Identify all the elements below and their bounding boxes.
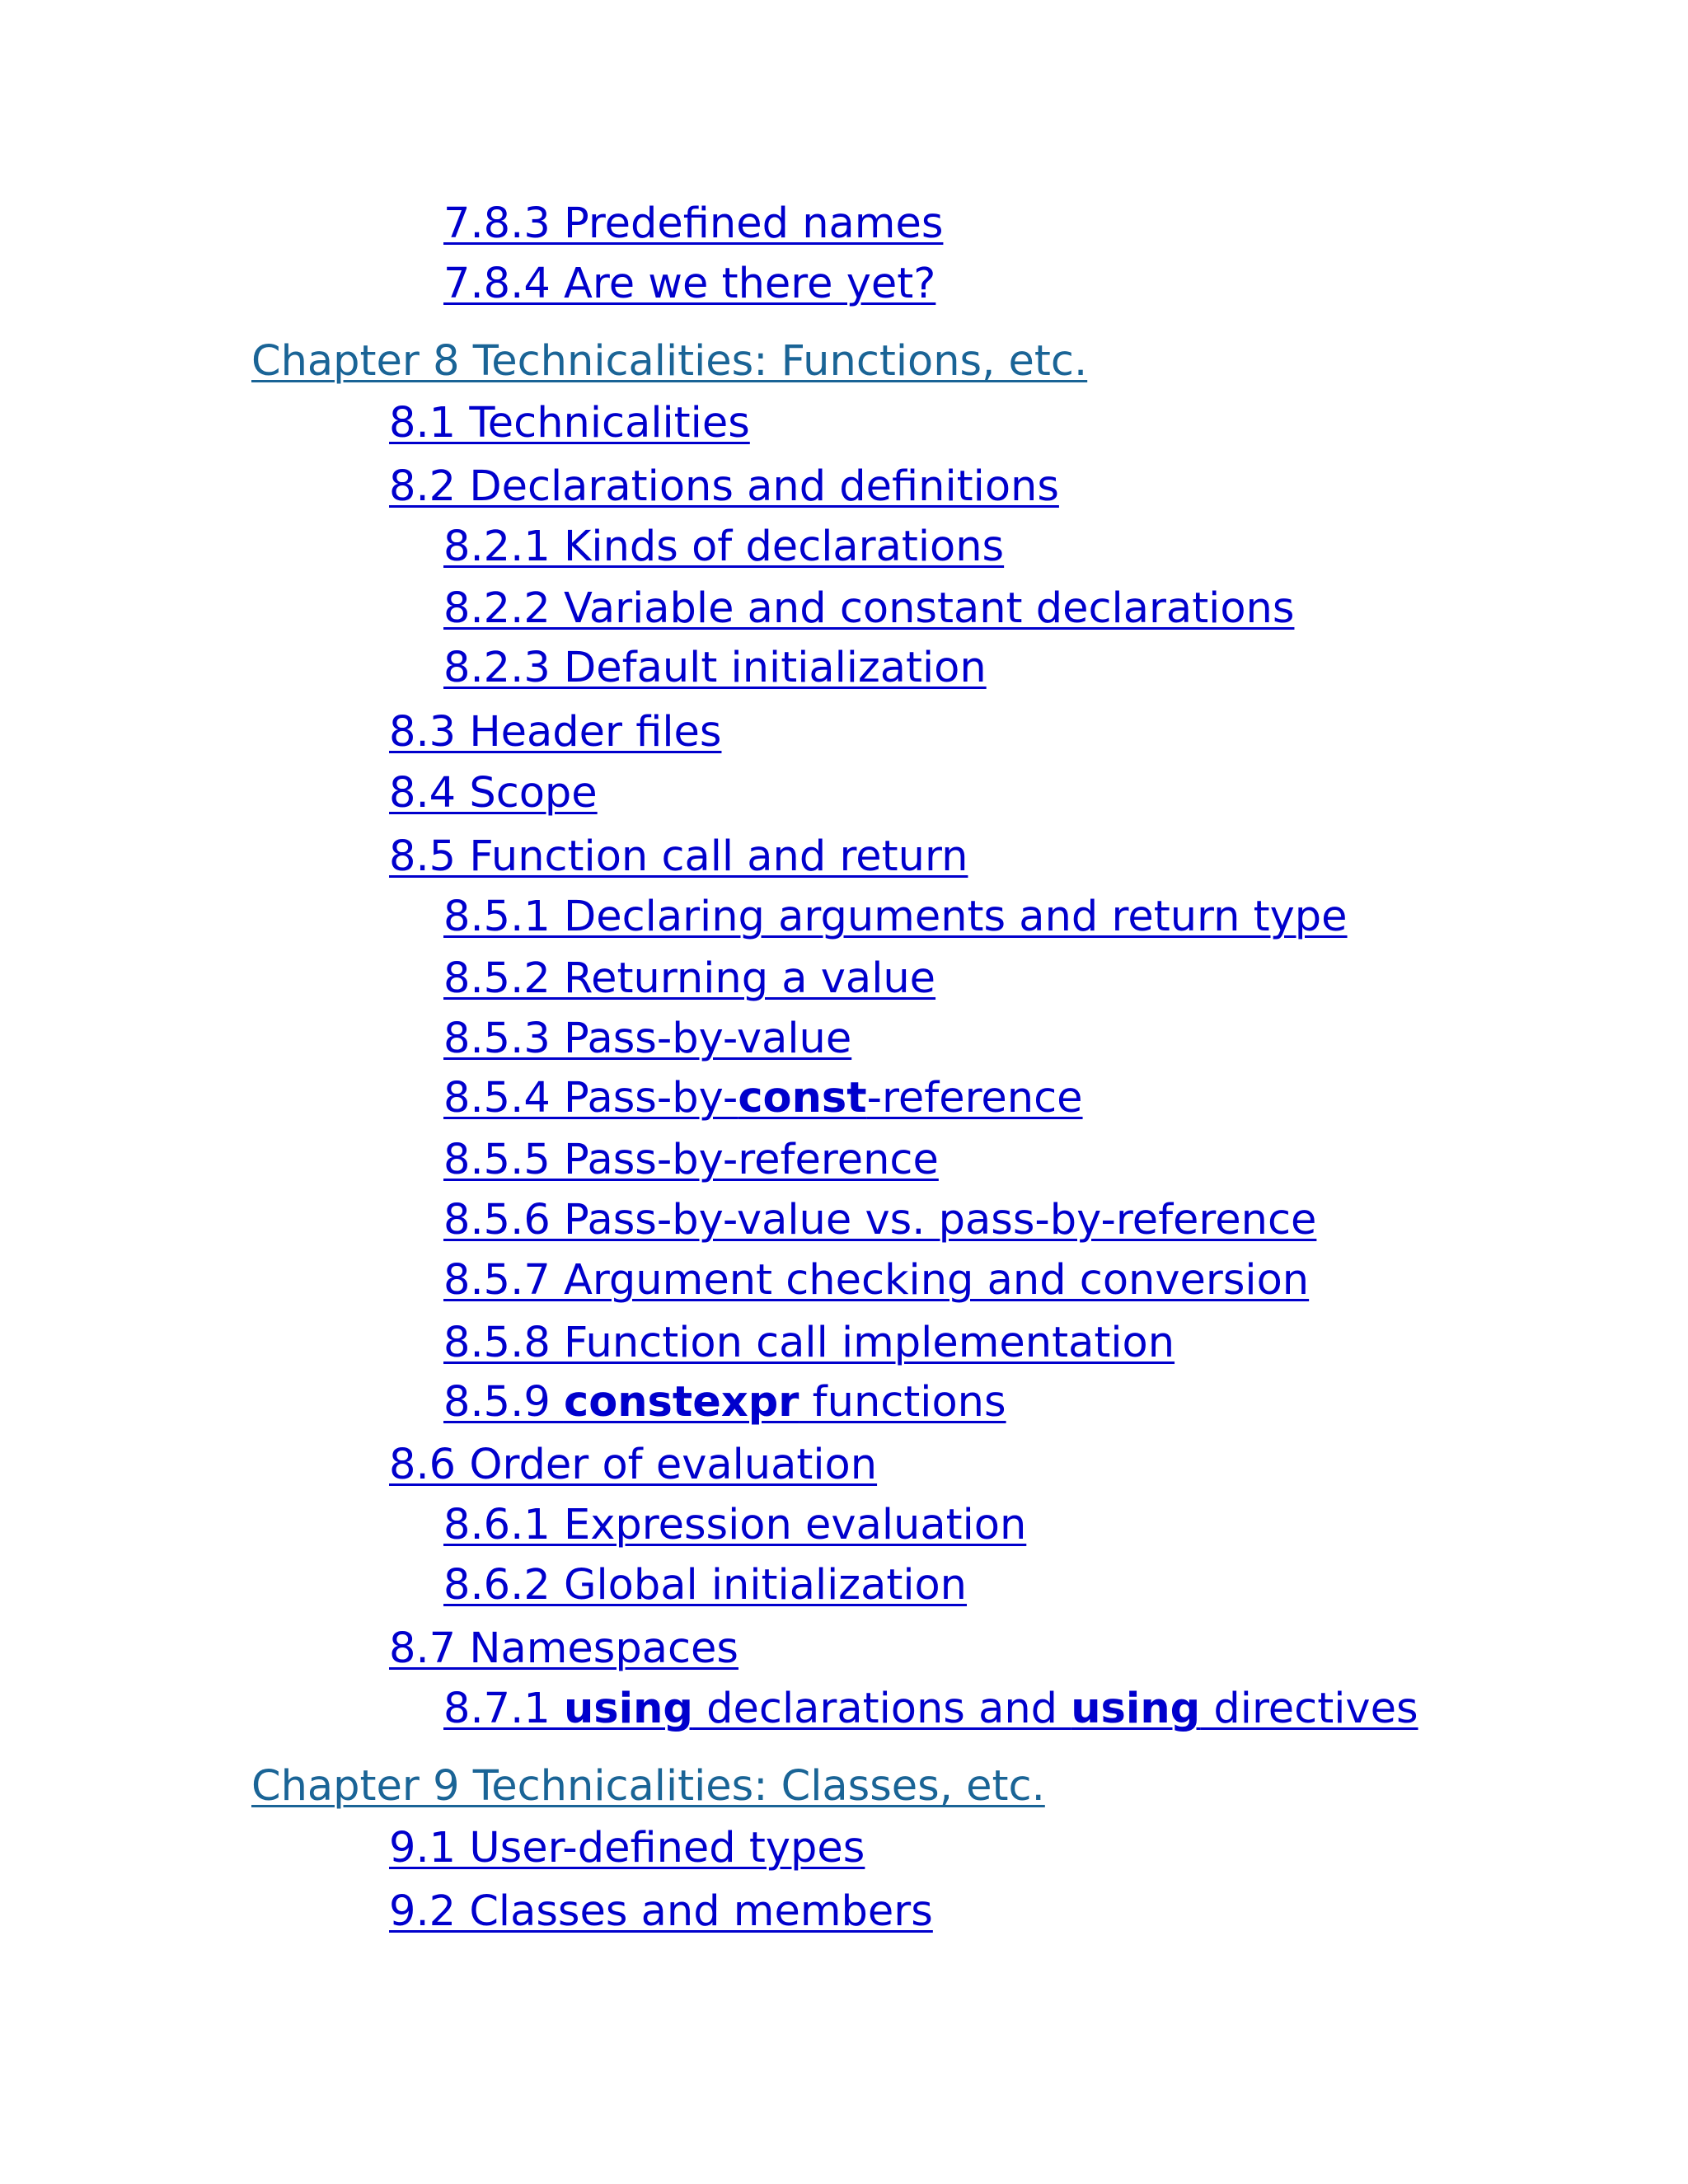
keyword-text: const	[738, 1074, 867, 1122]
entry-text: 8.1 Technicalities	[389, 399, 750, 448]
toc-section-link[interactable]	[389, 708, 721, 757]
entry-text: Chapter 8 Technicalities: Functions, etc.	[251, 337, 1088, 386]
toc-subsection-link[interactable]	[443, 260, 935, 309]
toc-chapter-link[interactable]	[251, 337, 1087, 387]
entry-text: -reference	[866, 1074, 1083, 1122]
toc-subsection-link[interactable]	[443, 1136, 939, 1185]
toc-section-link[interactable]	[389, 1824, 865, 1873]
toc-subsection-link[interactable]	[443, 954, 935, 1004]
toc-subsection-link[interactable]	[443, 1256, 1309, 1305]
toc-section-link[interactable]	[389, 399, 750, 448]
entry-text: 8.2 Declarations and definitions	[389, 462, 1059, 511]
entry-text: 8.2.1 Kinds of declarations	[443, 523, 1005, 571]
toc-subsection-link[interactable]	[443, 1074, 1083, 1123]
toc-subsection-link[interactable]	[443, 893, 1348, 942]
entry-text: 8.2.3 Default initialization	[443, 644, 987, 692]
entry-text: 8.5.4 Pass-by-	[443, 1074, 738, 1122]
toc-subsection-link[interactable]	[443, 1319, 1175, 1368]
entry-text: Chapter 9 Technicalities: Classes, etc.	[251, 1762, 1045, 1811]
entry-text: 8.6 Order of evaluation	[389, 1441, 878, 1489]
entry-text: functions	[799, 1378, 1006, 1427]
entry-text: 8.5.5 Pass-by-reference	[443, 1136, 939, 1184]
toc-section-link[interactable]	[389, 1441, 877, 1490]
toc-section-link[interactable]	[389, 769, 598, 818]
entry-text: 8.5.3 Pass-by-value	[443, 1015, 852, 1063]
entry-text: 7.8.3 Predefined names	[443, 199, 944, 248]
toc-chapter-link[interactable]	[251, 1762, 1045, 1811]
entry-text: 8.5.7 Argument checking and conversion	[443, 1256, 1310, 1305]
keyword-text: constexpr	[563, 1378, 799, 1427]
toc-section-link[interactable]	[389, 462, 1059, 512]
entry-text: 8.5.2 Returning a value	[443, 954, 936, 1003]
entry-text: 8.7.1	[443, 1685, 564, 1733]
entry-text: 8.5 Function call and return	[389, 832, 968, 881]
toc-subsection-link[interactable]	[443, 199, 943, 249]
toc-subsection-link[interactable]	[443, 1378, 1006, 1427]
toc-subsection-link[interactable]	[443, 1501, 1026, 1550]
entry-text: 7.8.4 Are we there yet?	[443, 260, 936, 308]
toc-section-link[interactable]	[389, 832, 968, 882]
toc-section-link[interactable]	[389, 1887, 933, 1937]
toc-subsection-link[interactable]	[443, 1196, 1316, 1245]
entry-text: 8.6.2 Global initialization	[443, 1561, 968, 1610]
entry-text: 8.5.6 Pass-by-value vs. pass-by-reference	[443, 1196, 1317, 1244]
toc-subsection-link[interactable]	[443, 644, 987, 693]
entry-text: 9.1 User-defined types	[389, 1824, 865, 1872]
entry-text: 8.6.1 Expression evaluation	[443, 1501, 1027, 1549]
toc-subsection-link[interactable]	[443, 523, 1004, 572]
entry-text: 8.5.9	[443, 1378, 564, 1427]
keyword-text: using	[563, 1685, 693, 1733]
entry-text: 8.4 Scope	[389, 769, 598, 818]
entry-text: 8.5.1 Declaring arguments and return type	[443, 893, 1348, 941]
entry-text: directives	[1200, 1685, 1418, 1733]
entry-text: declarations and	[692, 1685, 1071, 1733]
entry-text: 9.2 Classes and members	[389, 1887, 933, 1936]
entry-text: 8.3 Header files	[389, 708, 722, 757]
entry-text: 8.5.8 Function call implementation	[443, 1319, 1175, 1367]
entry-text: 8.7 Namespaces	[389, 1624, 738, 1673]
toc-subsection-link[interactable]	[443, 1561, 967, 1610]
toc-subsection-link[interactable]	[443, 584, 1294, 634]
toc-section-link[interactable]	[389, 1624, 738, 1674]
keyword-text: using	[1071, 1685, 1201, 1733]
toc-subsection-link[interactable]	[443, 1685, 1418, 1734]
toc-subsection-link[interactable]	[443, 1015, 851, 1064]
entry-text: 8.2.2 Variable and constant declarations	[443, 584, 1295, 633]
